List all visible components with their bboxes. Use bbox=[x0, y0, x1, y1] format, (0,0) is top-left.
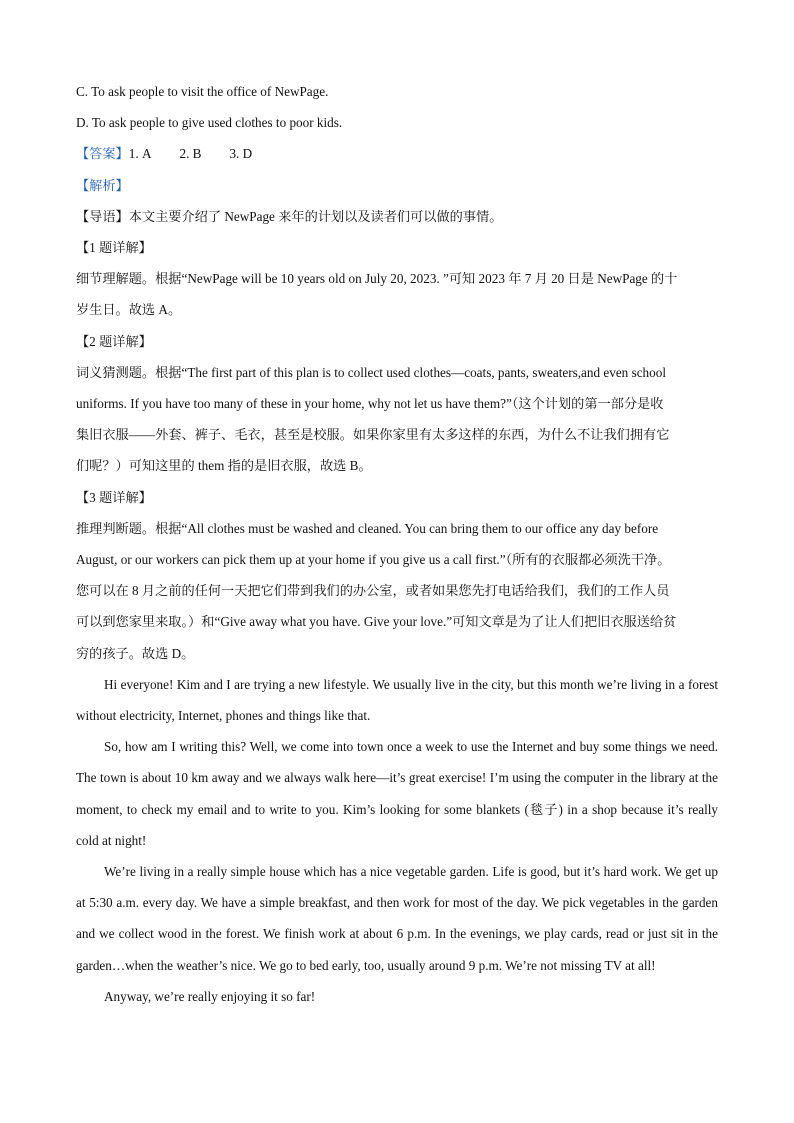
q2-line-1: 词义猜测题。根据“The first part of this plan is to collect used clothes—coats, pants, sweaters,and even school bbox=[76, 364, 667, 380]
q3-line-1: 推理判断题。根据“All clothes must be washed and cleaned. You can bring them to our office any day before bbox=[76, 520, 659, 536]
passage-paragraph-2: So, how am I writing this? Well, we come into town once a week to use the Internet and buy some things we need. The town is about 10 km away and we always walk here—it’s great exercise! I’m using the computer in the library at the moment, to check my email and to write to you. Kim’s looking for some blankets (毯子) in a shop because it’s really cold at night! bbox=[76, 739, 718, 848]
intro-text: 本文主要介绍了 NewPage 来年的计划以及读者们可以做的事情。 bbox=[128, 208, 503, 224]
q1-line-2: 岁生日。故选 A。 bbox=[76, 302, 182, 318]
option-c: C. To ask people to visit the office of NewPage. bbox=[76, 84, 329, 99]
document-page bbox=[76, 76, 718, 1012]
passage-paragraph-1: Hi everyone! Kim and I are trying a new lifestyle. We usually live in the city, but this month we’re living in a forest without electricity, Internet, phones and things like that. bbox=[76, 676, 718, 724]
option-d: D. To ask people to give used clothes to poor kids. bbox=[76, 115, 343, 131]
q2-line-3: 集旧衣服——外套、裤子、毛衣，甚至是校服。如果你家里有太多这样的东西，为什么不让我们拥有它 bbox=[76, 427, 670, 443]
analysis-label: 【解析】 bbox=[76, 177, 129, 193]
q3-label: 【3 题详解】 bbox=[76, 489, 152, 505]
intro-row bbox=[76, 201, 718, 232]
answer-3: 3. D bbox=[229, 146, 253, 162]
q2-line-2: uniforms. If you have too many of these in your home, why not let us have them?”（这个计划的第一部分是收 bbox=[76, 396, 664, 412]
q2-line-4: 们呢？）可知这里的 them 指的是旧衣服，故选 B。 bbox=[76, 458, 372, 474]
q3-line-2: August, or our workers can pick them up at your home if you give us a call first.”（所有的衣服都必须洗干净。 bbox=[76, 552, 671, 568]
passage-paragraph-4: Anyway, we’re really enjoying it so far! bbox=[104, 988, 316, 1004]
q3-line-5: 穷的孩子。故选 D。 bbox=[76, 645, 195, 661]
passage-paragraph-3: We’re living in a really simple house which has a nice vegetable garden. Life is good, but it’s hard work. We get up at 5:30 a.m. every day. We have a simple breakfast, and then work for most of the day. We pick vegetables in the garden and we collect wood in the forest. We finish work at about 6 p.m. In the evenings, we play cards, read or just sit in the garden…when the weather’s nice. We go to bed early, too, usually around 9 p.m. We’re not missing TV at all! bbox=[76, 864, 718, 973]
answer-label: 【答案】 bbox=[76, 146, 129, 162]
intro-label: 【导语】 bbox=[76, 208, 129, 224]
q1-line-1: 细节理解题。根据“NewPage will be 10 years old on July 20, 2023. ”可知 2023 年 7 月 20 日是 NewPage 的十 bbox=[76, 271, 678, 287]
q3-line-3: 您可以在 8 月之前的任何一天把它们带到我们的办公室，或者如果您先打电话给我们，我们的工作人员 bbox=[76, 583, 670, 599]
q2-label: 【2 题详解】 bbox=[76, 333, 152, 349]
answer-2: 2. B bbox=[179, 146, 202, 162]
answer-row bbox=[76, 138, 718, 169]
q3-line-4: 可以到您家里来取。）和“Give away what you have. Give your love.”可知文章是为了让人们把旧衣服送给贫 bbox=[76, 614, 677, 630]
q1-label: 【1 题详解】 bbox=[76, 240, 152, 256]
answer-1: 1. A bbox=[128, 146, 152, 162]
